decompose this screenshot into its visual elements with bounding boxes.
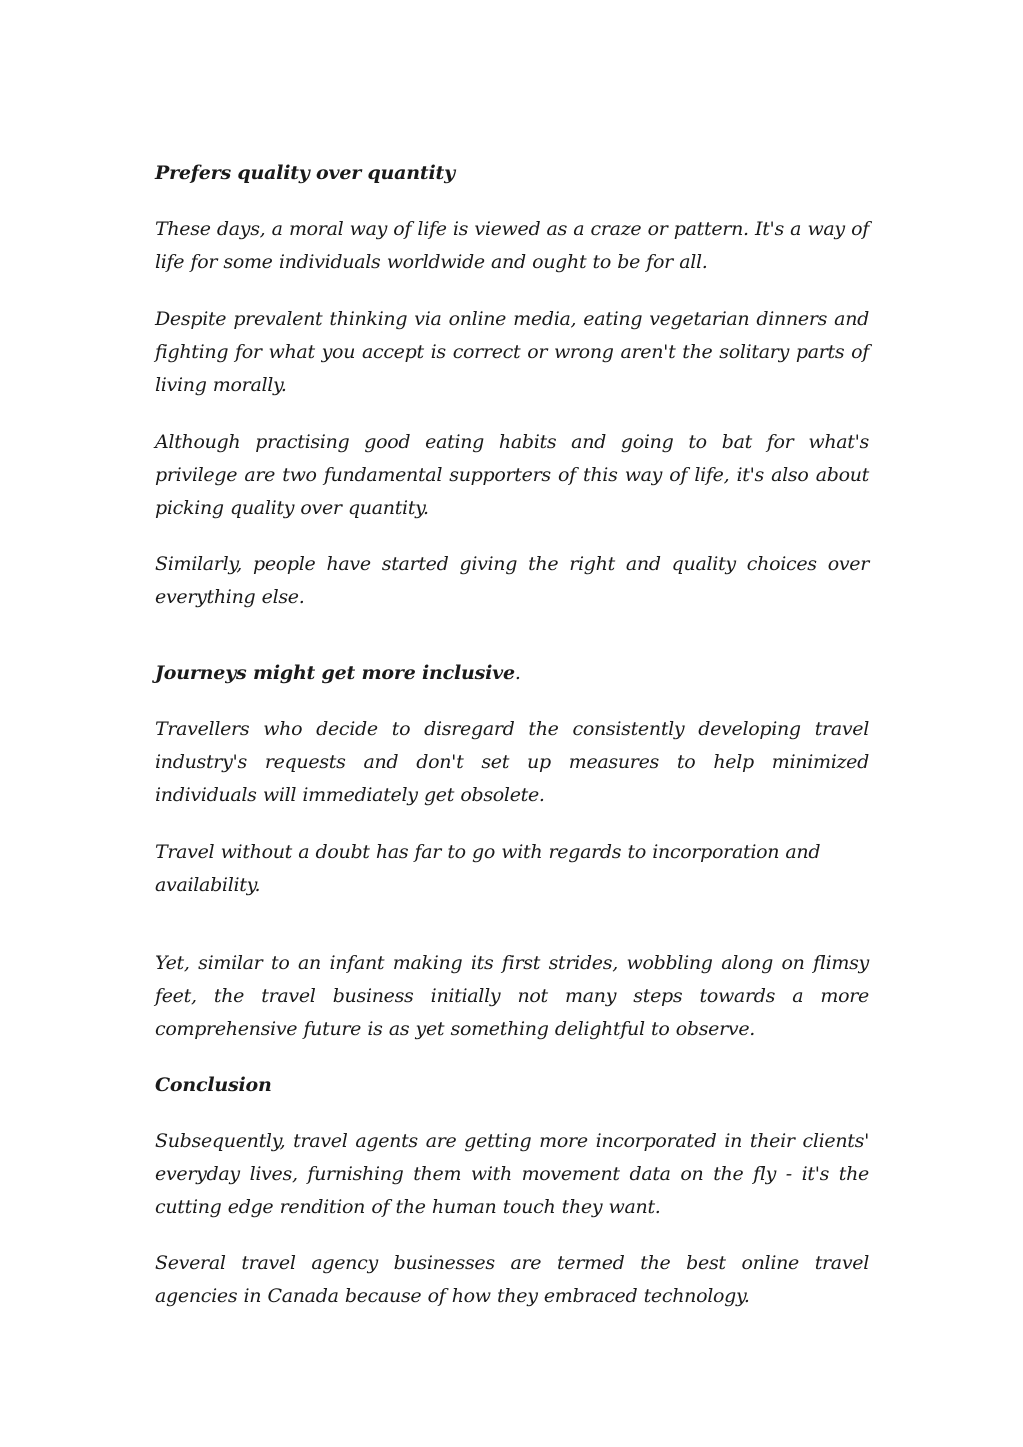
paragraph: These days, a moral way of life is viewed as a craze or pattern. It's a way of life for some individuals worldwide and ought to be for all. [155,218,869,273]
paragraph: Subsequently, travel agents are getting more incorporated in their clients' everyday lives, furnishing them with movement data on the fly - it's the cutting edge rendition of the human touch they want. [155,1130,869,1218]
paragraph: Yet, similar to an infant making its first strides, wobbling along on flimsy feet, the travel business initially not many steps towards a more comprehensive future is as yet something delightful to observe. [155,952,869,1040]
paragraph: Despite prevalent thinking via online media, eating vegetarian dinners and fighting for what you accept is correct or wrong aren't the solitary parts of living morally. [155,308,869,396]
paragraph: Several travel agency businesses are termed the best online travel agencies in Canada because of how they embraced technology. [155,1252,869,1307]
heading-suffix: . [514,662,521,684]
section-heading-journeys [155,657,869,690]
heading-text: Journeys might get more inclusive [155,662,515,684]
section-heading-conclusion: Conclusion [155,1074,272,1096]
paragraph: Travel without a doubt has far to go with regards to incorporation and availability. [155,841,821,896]
paragraph: Similarly, people have started giving the right and quality choices over everything else. [155,553,869,608]
paragraph: Although practising good eating habits and going to bat for what's privilege are two fundamental supporters of this way of life, it's also about picking quality over quantity. [155,431,869,519]
document-page [155,157,869,1313]
paragraph: Travellers who decide to disregard the consistently developing travel industry's requests and don't set up measures to help minimized individuals will immediately get obsolete. [155,718,869,806]
section-heading-quality: Prefers quality over quantity [155,162,455,184]
